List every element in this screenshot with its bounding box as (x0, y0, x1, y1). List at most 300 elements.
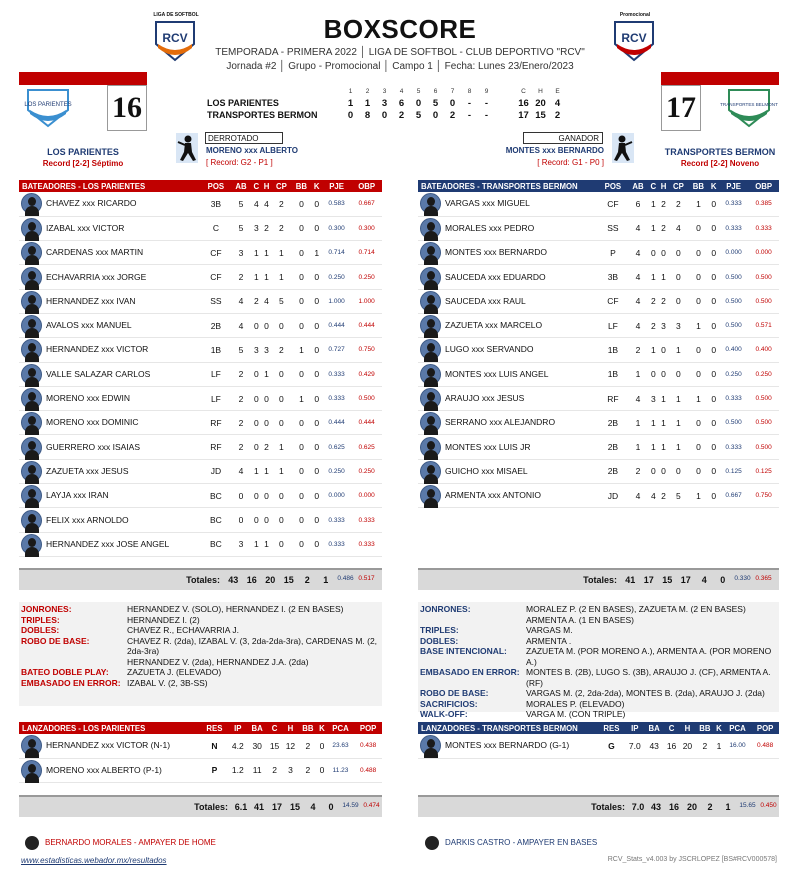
player-name: CARDENAS xxx MARTIN (46, 246, 144, 257)
pitcher-icon (176, 133, 198, 163)
stat-cell: 0 (688, 338, 708, 362)
stat-cell: 1 (261, 362, 271, 386)
stat-cell: SS (598, 216, 628, 240)
stat-cell: 0.500 (719, 313, 748, 337)
stat-cell: 0 (272, 386, 292, 410)
stat-cell: 1 (272, 459, 292, 483)
stat-cell: 1.2 (228, 758, 248, 782)
col-header: AB (231, 180, 251, 192)
stat-cell: 0 (291, 289, 311, 313)
total-value: 7.0 (631, 802, 645, 812)
player-row (19, 386, 382, 410)
col-header: PCA (327, 722, 355, 734)
note-key: BATEO DOBLE PLAY: (21, 667, 109, 677)
stat-cell: 2 (272, 216, 292, 240)
total-value: 0.365 (755, 575, 772, 582)
stat-cell: 0.500 (719, 289, 748, 313)
promo-logo-text: Promocional (619, 12, 651, 18)
total-value: 0.450 (760, 802, 777, 809)
ls-cell: 17 (518, 109, 529, 121)
player-name-cell (19, 532, 201, 556)
note-row (420, 709, 777, 720)
note-value: MORALEZ P. (2 EN BASES), ZAZUETA M. (2 EN BASES) (526, 604, 746, 614)
stat-cell: 0.400 (719, 338, 748, 362)
stat-cell: 0 (251, 386, 261, 410)
note-row (420, 646, 777, 667)
linescore-team-1: LOS PARIENTES (207, 98, 279, 108)
stat-cell: 0 (709, 216, 719, 240)
home-umpire-label: BERNARDO MORALES - AMPAYER DE HOME (45, 838, 216, 848)
stat-cell: 2 (648, 313, 658, 337)
note-key: TRIPLES: (420, 625, 459, 635)
stat-cell: 0 (688, 216, 708, 240)
note-value: MORALES P. (ELEVADO) (526, 698, 625, 709)
stat-cell: 1.000 (322, 289, 351, 313)
totals-values (232, 802, 382, 812)
note-value: HERNANDEZ V. (2da), HERNANDEZ J.A. (2da) (127, 656, 309, 667)
stat-cell: 0.444 (322, 313, 351, 337)
home-batting-totals (19, 568, 382, 590)
player-row (418, 265, 779, 289)
total-value: 2 (304, 575, 310, 585)
stat-cell: 0 (291, 484, 311, 508)
stat-cell: LF (598, 313, 628, 337)
player-name: ARAUJO xxx JESUS (445, 392, 525, 403)
ls-cell: - (467, 109, 472, 121)
stat-cell: 0 (688, 265, 708, 289)
note-value: ZAZUETA M. (POR MORENO A.), ARMENTA A. (POR MORENO A.) (526, 646, 772, 667)
stat-cell: 0 (709, 241, 719, 265)
stat-cell: 0 (312, 216, 322, 240)
stat-cell: 0 (272, 411, 292, 435)
player-avatar-icon (420, 339, 441, 360)
player-name: GUERRERO xxx ISAIAS (46, 441, 140, 452)
inning-label: 2 (365, 87, 370, 95)
ls-cell: 6 (398, 97, 405, 109)
stat-cell: 0 (658, 241, 668, 265)
note-key: JONRONES: (420, 604, 471, 614)
home-batting-table (19, 180, 382, 557)
player-name: ZAZUETA xxx MARCELO (445, 319, 543, 330)
total-value: 16 (668, 802, 679, 812)
stat-cell: 0 (251, 411, 261, 435)
linescore-table (342, 85, 566, 121)
total-value: 2 (707, 802, 713, 812)
stat-cell: 16.00 (724, 734, 752, 758)
player-row (418, 459, 779, 483)
stat-cell: 4 (231, 459, 251, 483)
player-name-cell (418, 386, 598, 410)
player-name-cell (19, 435, 201, 459)
note-value: VARGAS M. (526, 625, 573, 635)
note-value: CHAVEZ R., ECHAVARRIA J. (127, 625, 239, 635)
stat-cell: 5 (231, 192, 251, 216)
note-row (420, 604, 777, 615)
stat-cell: 0 (272, 484, 292, 508)
player-row (418, 313, 779, 337)
stat-cell: 0 (709, 484, 719, 508)
stat-cell: 0.125 (748, 459, 779, 483)
ls-cell: 1 (364, 97, 371, 109)
inning-label: 6 (433, 87, 438, 95)
stat-cell: 0 (261, 411, 271, 435)
stat-cell: 0 (648, 459, 658, 483)
stat-cell: 1 (628, 411, 648, 435)
player-row (19, 192, 382, 216)
player-row (19, 411, 382, 435)
player-name: HERNANDEZ xxx JOSE ANGEL (46, 538, 170, 549)
stat-cell: 2 (298, 734, 317, 758)
total-value: 43 (228, 575, 239, 585)
col-header: H (261, 180, 271, 192)
stat-cell: 1 (272, 265, 292, 289)
total-value: 17 (680, 575, 691, 585)
note-row (21, 678, 380, 689)
player-avatar-icon (420, 437, 441, 458)
stat-cell: 0.333 (719, 192, 748, 216)
player-name-cell (418, 484, 598, 508)
col-header: BA (645, 722, 664, 734)
stat-cell: 1 (688, 313, 708, 337)
stat-cell: 0 (709, 459, 719, 483)
pitcher-name-cell (418, 734, 598, 758)
base-umpire-label: DARKIS CASTRO - AMPAYER EN BASES (445, 838, 598, 848)
player-name: MORALES xxx PEDRO (445, 222, 535, 233)
stat-cell: 0.300 (322, 216, 351, 240)
note-value: ARMENTA A. (1 EN BASES) (526, 614, 635, 625)
game-line: Jornada #2 │ Grupo - Promocional │ Campo 1 │ Fecha: Lunes 23/Enero/2023 (226, 61, 574, 72)
player-row (19, 289, 382, 313)
player-avatar-icon (21, 534, 42, 555)
stat-cell: 0 (648, 241, 658, 265)
player-name-cell (19, 459, 201, 483)
stat-cell: 0.500 (748, 289, 779, 313)
stat-cell: 2 (231, 411, 251, 435)
stat-cell: 2 (298, 758, 317, 782)
totals-values (629, 802, 779, 812)
col-header: C (267, 722, 283, 734)
stat-cell: 0.333 (748, 216, 779, 240)
stat-cell: 30 (248, 734, 267, 758)
stat-cell: 0 (709, 313, 719, 337)
col-header: H (283, 722, 299, 734)
page-title: BOXSCORE (323, 14, 477, 44)
stat-cell: 0 (272, 508, 292, 532)
stat-cell: 1 (669, 435, 689, 459)
stat-cell: 1B (598, 362, 628, 386)
player-row (19, 435, 382, 459)
total-value: 0.486 (337, 575, 354, 582)
stat-cell: 0 (688, 362, 708, 386)
stat-cell: 20 (680, 734, 696, 758)
stat-cell: BC (201, 508, 231, 532)
version-text: RCV_Stats_v4.003 by JSCRLOPEZ [BS#RCV000578] (607, 856, 777, 863)
player-avatar-icon (21, 510, 42, 531)
stat-cell: 0 (251, 484, 261, 508)
stat-cell: 1 (261, 241, 271, 265)
total-value: 17 (643, 575, 654, 585)
home-logo-text: LOS PARIENTES (24, 102, 72, 108)
totals-label: Totales: (591, 802, 625, 812)
player-name: IZABAL xxx VICTOR (46, 222, 125, 233)
stat-cell: 2 (267, 758, 283, 782)
stat-cell: 0 (317, 758, 326, 782)
stat-cell: 2 (272, 338, 292, 362)
stat-cell: 0.625 (322, 435, 351, 459)
total-value: 20 (686, 802, 697, 812)
col-header: C (664, 722, 680, 734)
ls-cell: 2 (554, 109, 561, 121)
total-value: 41 (253, 802, 264, 812)
stat-cell: 0 (272, 313, 292, 337)
stat-cell: 1 (628, 435, 648, 459)
ls-cell: 0 (432, 109, 439, 121)
ls-spacer (495, 109, 515, 121)
stat-cell: 1 (251, 532, 261, 556)
stat-cell: 0.583 (322, 192, 351, 216)
stat-cell: 0 (312, 386, 322, 410)
player-row (19, 484, 382, 508)
stat-cell: 0 (291, 508, 311, 532)
stat-cell: 4 (628, 484, 648, 508)
ls-cell: 8 (364, 109, 371, 121)
stat-cell: 0.400 (748, 338, 779, 362)
pitcher-name: MORENO xxx ALBERTO (P-1) (46, 764, 162, 775)
player-name: MONTES xxx BERNARDO (445, 246, 548, 257)
stat-cell: 0.727 (322, 338, 351, 362)
pitcher-name-cell (19, 758, 201, 782)
ls-cell: 5 (415, 109, 422, 121)
col-header: OBP (351, 180, 382, 192)
ls-cell: 2 (449, 109, 456, 121)
player-avatar-icon (21, 364, 42, 385)
stat-cell: 11 (248, 758, 267, 782)
stat-cell: 1 (658, 411, 668, 435)
stat-cell: 0.333 (322, 508, 351, 532)
note-key: ROBO DE BASE: (21, 635, 90, 646)
player-name-cell (19, 192, 201, 216)
stat-cell: 3 (231, 532, 251, 556)
player-row (418, 289, 779, 313)
player-name-cell (19, 484, 201, 508)
ls-cell: - (467, 97, 472, 109)
note-key: EMBASADO EN ERROR: (420, 667, 520, 677)
player-avatar-icon (420, 412, 441, 433)
player-avatar-icon (420, 218, 441, 239)
player-row (19, 241, 382, 265)
player-avatar-icon (420, 461, 441, 482)
stat-cell: 0.333 (322, 532, 351, 556)
stat-cell: P (598, 241, 628, 265)
away-logo-text: TRANSPORTES BELMONT (720, 102, 778, 107)
player-row (418, 362, 779, 386)
stat-cell: 1 (272, 241, 292, 265)
col-header: POP (354, 722, 382, 734)
note-row (21, 615, 380, 626)
col-header: K (312, 180, 322, 192)
totals-values (621, 575, 774, 585)
player-avatar-icon (21, 735, 42, 756)
home-umpire (25, 836, 216, 850)
stat-cell: 3B (598, 265, 628, 289)
home-pitching-body (19, 734, 382, 782)
stat-cell: 4 (231, 289, 251, 313)
stat-cell: P (201, 758, 228, 782)
pitcher-row (418, 734, 779, 758)
away-score: 17 (666, 91, 696, 124)
total-value: 16 (246, 575, 257, 585)
stat-cell: 5 (272, 289, 292, 313)
col-header: PCA (724, 722, 752, 734)
stat-cell: 5 (231, 338, 251, 362)
stat-cell: 0.333 (719, 435, 748, 459)
col-header: BB (695, 722, 714, 734)
pitcher-name: HERNANDEZ xxx VICTOR (N-1) (46, 740, 171, 750)
home-result-box: DERROTADO (205, 132, 283, 144)
season-line: TEMPORADA - PRIMERA 2022 │ LIGA DE SOFTBOL - CLUB DEPORTIVO "RCV" (215, 47, 585, 58)
stat-cell: 0.438 (354, 734, 382, 758)
stat-cell: 3 (669, 313, 689, 337)
stat-cell: 1 (291, 338, 311, 362)
player-avatar-icon (21, 461, 42, 482)
stat-cell: 0.125 (719, 459, 748, 483)
stat-cell: 0.500 (748, 265, 779, 289)
stat-cell: 0.500 (719, 265, 748, 289)
stat-cell: 0.250 (351, 265, 382, 289)
stats-url-link[interactable]: www.estadisticas.webador.mx/resultados (21, 856, 167, 865)
stat-cell: 2 (261, 216, 271, 240)
stat-cell: 0.333 (351, 532, 382, 556)
note-value: HERNANDEZ I. (2) (127, 614, 200, 625)
stat-cell: 0.333 (322, 362, 351, 386)
player-row (418, 386, 779, 410)
stat-cell: 0 (312, 484, 322, 508)
pitcher-row (19, 758, 382, 782)
stat-cell: 1 (648, 216, 658, 240)
stat-cell: 0 (312, 459, 322, 483)
note-key: EMBASADO EN ERROR: (21, 677, 121, 688)
home-team-name: LOS PARIENTES (47, 147, 119, 157)
stat-cell: 0 (688, 411, 708, 435)
league-logo (152, 12, 200, 64)
stat-cell: 0.000 (322, 484, 351, 508)
player-name-cell (19, 386, 201, 410)
stat-cell: 0 (291, 216, 311, 240)
stat-cell: SS (201, 289, 231, 313)
stat-cell: 2 (658, 192, 668, 216)
player-name: CHAVEZ xxx RICARDO (46, 198, 137, 209)
stat-cell: 1 (714, 734, 723, 758)
stat-cell: 0 (658, 459, 668, 483)
stat-cell: 2 (628, 338, 648, 362)
stat-cell: 0.250 (351, 459, 382, 483)
stat-cell: 1 (669, 338, 689, 362)
stat-cell: JD (201, 459, 231, 483)
note-value: CHAVEZ R. (2da), IZABAL V. (3, 2da-2da-3ra), CARDENAS M. (2, 2da-3ra) (127, 635, 378, 656)
stat-cell: 4 (648, 484, 658, 508)
player-row (19, 532, 382, 556)
ls-cell: 4 (554, 97, 561, 109)
stat-cell: 3 (658, 313, 668, 337)
total-value: 4 (310, 802, 316, 812)
stat-cell: 0.250 (719, 362, 748, 386)
total-value: 20 (265, 575, 276, 585)
stat-cell: 1 (688, 386, 708, 410)
stat-cell: 0 (312, 289, 322, 313)
stat-cell: 0 (658, 338, 668, 362)
player-avatar-icon (21, 437, 42, 458)
ls-cell: 16 (518, 97, 529, 109)
player-name: MONTES xxx LUIS ANGEL (445, 368, 549, 379)
totals-values (224, 575, 377, 585)
stat-cell: 0.000 (351, 484, 382, 508)
stat-cell: 0 (291, 313, 311, 337)
player-avatar-icon (420, 315, 441, 336)
inning-label: 4 (399, 87, 404, 95)
player-row (19, 313, 382, 337)
player-name: SERRANO xxx ALEJANDRO (445, 417, 556, 428)
stat-cell: 0.488 (751, 734, 779, 758)
stat-cell: 0 (291, 435, 311, 459)
stat-cell: 0 (291, 265, 311, 289)
promo-logo (611, 12, 659, 64)
note-key: BASE INTENCIONAL: (420, 646, 507, 656)
stat-cell: 0 (709, 192, 719, 216)
player-avatar-icon (21, 291, 42, 312)
stat-cell: 2B (201, 313, 231, 337)
stat-cell: 1 (648, 192, 658, 216)
player-name: VARGAS xxx MIGUEL (445, 198, 530, 209)
stat-cell: 1 (261, 265, 271, 289)
stat-cell: RF (201, 435, 231, 459)
note-value: VARGA M. (CON TRIPLE) (526, 709, 626, 719)
home-batting-body (19, 192, 382, 556)
stat-cell: 3 (251, 216, 261, 240)
player-name-cell (19, 216, 201, 240)
away-score-box (661, 85, 701, 131)
stat-cell: 0 (261, 386, 271, 410)
stat-cell: 0.667 (719, 484, 748, 508)
stat-cell: 0.333 (719, 386, 748, 410)
col-header: BB (298, 722, 317, 734)
player-row (418, 435, 779, 459)
stat-cell: 3 (261, 338, 271, 362)
note-key: JONRONES: (21, 604, 72, 614)
stat-cell: 0.000 (719, 241, 748, 265)
stat-cell: 2 (648, 289, 658, 313)
player-row (19, 459, 382, 483)
player-name: ZAZUETA xxx JESUS (46, 465, 129, 476)
inning-label: 3 (382, 87, 387, 95)
stat-cell: 2B (598, 459, 628, 483)
note-value: ZAZUETA J. (ELEVADO) (127, 667, 222, 677)
col-header: H (658, 180, 668, 192)
stat-cell: 0 (709, 411, 719, 435)
stat-cell: 4 (628, 241, 648, 265)
home-score: 16 (112, 91, 142, 124)
note-value: MONTES B. (2B), LUGO S. (3B), ARAUJO J. (CF), ARMENTA A. (RF) (526, 667, 771, 688)
inning-label: 7 (450, 87, 455, 95)
stat-cell: 0.250 (748, 362, 779, 386)
stat-cell: 6 (628, 192, 648, 216)
stat-cell: 0 (312, 435, 322, 459)
stat-cell: 0 (231, 508, 251, 532)
total-value: 0 (720, 575, 726, 585)
away-batting-totals (418, 568, 779, 590)
ls-cell: 0 (415, 97, 422, 109)
stat-cell: 0 (688, 241, 708, 265)
stat-cell: G (598, 734, 625, 758)
